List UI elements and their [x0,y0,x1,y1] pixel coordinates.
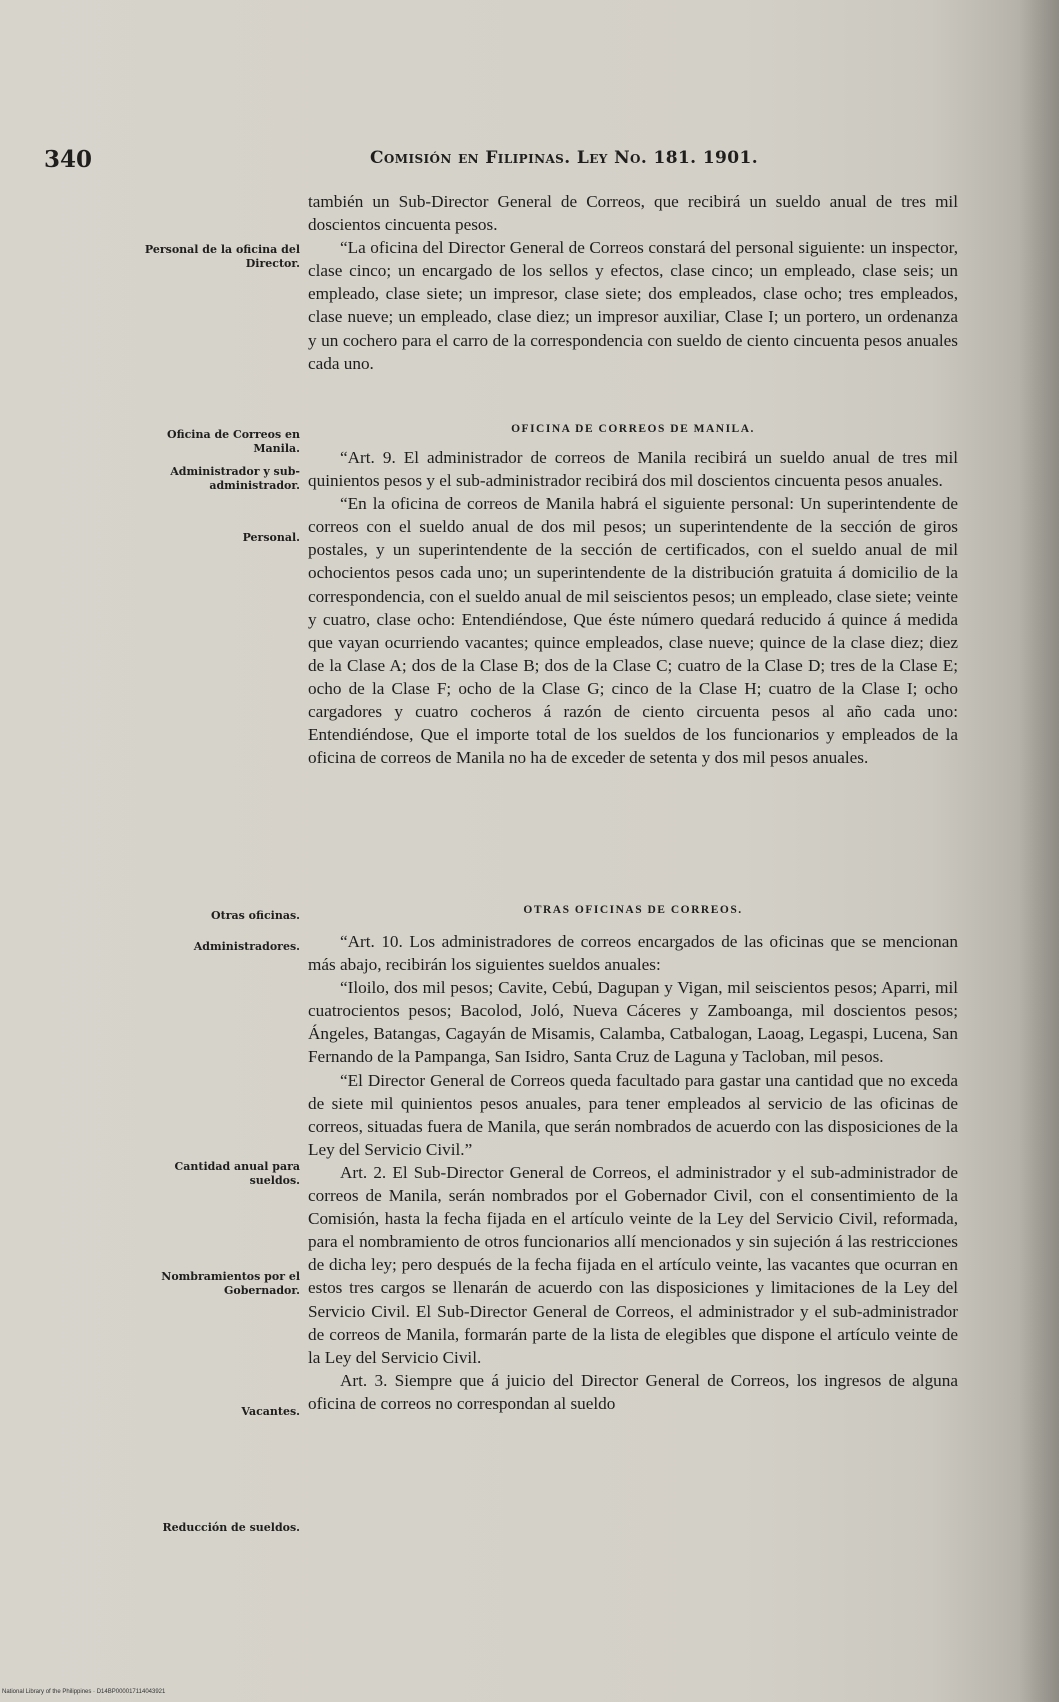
sidenote-oficina-manila: Oficina de Correos en Manila. [167,428,300,455]
body-block-2 [308,446,958,769]
page-header [0,146,1059,176]
paragraph: “Iloilo, dos mil pesos; Cavite, Cebú, Dagupan y Vigan, mil seiscientos pesos; Aparri, mil cuatrocientos pesos; Bacolod, Joló, Nueva Cáceres y Zamboanga, mil doscientos pesos; Ángeles, Batangas, Cagayán de Misamis, Calamba, Catbalogan, Laoag, Legaspi, Lucena, San Fernando de la Pampanga, San Isidro, Santa Cruz de Laguna y Tacloban, mil pesos. [308,978,958,1067]
paragraph: “Art. 10. Los administradores de correos encargados de las oficinas que se mencionan más abajo, recibirán los siguientes sueldos anuales: [308,932,958,975]
page-number: 340 [44,146,93,173]
sidenote-nombramientos: Nombramientos por el Gobernador. [161,1270,300,1297]
sidenote-cantidad-anual: Cantidad anual para sueldos. [174,1160,300,1187]
paragraph: también un Sub-Director General de Correos, que recibirá un sueldo anual de tres mil doscientos cincuenta pesos. [308,192,958,235]
page-edge-shadow [1019,0,1059,1702]
sidenote-reduccion: Reducción de sueldos. [162,1521,300,1534]
body-block-1 [308,190,958,375]
sidenote-administradores: Administradores. [193,940,300,953]
sidenote-otras-oficinas: Otras oficinas. [211,909,300,922]
sidenote-vacantes: Vacantes. [241,1405,300,1418]
sidenote-personal: Personal. [242,531,300,544]
body-block-3 [308,930,958,1415]
sidenote-personal-oficina: Personal de la oficina del Director. [144,243,300,270]
section-heading-manila: OFICINA DE CORREOS DE MANILA. [511,423,755,435]
library-credit: National Library of the Philippines · D14BP000017114043921 [2,1689,166,1695]
paragraph: “En la oficina de correos de Manila habrá el siguiente personal: Un superintendente de correos con el sueldo anual de dos mil pesos; un superintendente de la sección de giros postales, y un superintendente de la sección de certificados, con el sueldo anual de mil ochocientos pesos cada uno; un superintendente de la distribución gratuita á domicilio de la correspondencia, con el sueldo anual de mil seiscientos pesos; un empleado, clase siete; veinte y cuatro, clase ocho: Entendiéndose, Que éste número quedará reducido á quince á medida que vayan ocurriendo vacantes; quince empleados, clase nueve; quince de la clase diez; diez de la Clase A; dos de la Clase B; dos de la Clase C; cuatro de la Clase D; tres de la Clase E; ocho de la Clase F; ocho de la Clase G; cinco de la Clase H; cuatro de la Clase I; ocho cargadores y cuatro cocheros á razón de ciento circuenta pesos al año cada uno: Entendiéndose, Que el importe total de los sueldos de los funcionarios y empleados de la oficina de correos de Manila no ha de exceder de setenta y dos mil pesos anuales. [308,494,958,768]
section-heading-otras: OTRAS OFICINAS DE CORREOS. [523,904,743,916]
paragraph: “El Director General de Correos queda facultado para gastar una cantidad que no exceda de siete mil quinientos pesos anuales, para tener empleados al servicio de las oficinas de correos, situadas fuera de Manila, que serán nombrados de acuerdo con las disposiciones de la Ley del Servicio Civil.” [308,1070,958,1159]
paragraph: “La oficina del Director General de Correos constará del personal siguiente: un inspector, clase cinco; un encargado de los sellos y efectos, clase cinco; un empleado, clase seis; un empleado, clase siete; un impresor, clase siete; dos empleados, clase ocho; tres empleados, clase nueve; un empleado, clase diez; un impresor auxiliar, Clase I; un portero, un ordenanza y un cochero para el carro de la correspondencia con sueldo de ciento cincuenta pesos anuales cada uno. [308,238,958,373]
paragraph: Art. 2. El Sub-Director General de Correos, el administrador y el sub-administrador de correos de Manila, serán nombrados por el Gobernador Civil, con el consentimiento de la Comisión, hasta la fecha fijada en el artículo veinte de la Ley del Servicio Civil, reformada, para el nombramiento de otros funcionarios allí mencionados y sin sujeción á las restricciones de dicha ley; pero después de la fecha fijada en el artículo veinte, las vacantes que ocurran en estos tres cargos se llenarán de acuerdo con las disposiciones y limitaciones de la Ley del Servicio Civil. El Sub-Director General de Correos, el administrador y el sub-administrador de correos de Manila, formarán parte de la lista de elegibles que dispone el artículo veinte de la Ley del Servicio Civil. [308,1162,958,1367]
sidenote-administrador: Administrador y sub-administrador. [170,465,300,492]
paragraph: Art. 3. Siempre que á juicio del Director General de Correos, los ingresos de alguna oficina de correos no correspondan al sueldo [308,1370,958,1413]
paragraph: “Art. 9. El administrador de correos de Manila recibirá un sueldo anual de tres mil quinientos pesos y el sub-administrador recibirá dos mil doscientos cincuenta pesos anuales. [308,448,958,491]
running-title: Comisión en Filipinas. Ley No. 181. 1901. [370,148,759,168]
